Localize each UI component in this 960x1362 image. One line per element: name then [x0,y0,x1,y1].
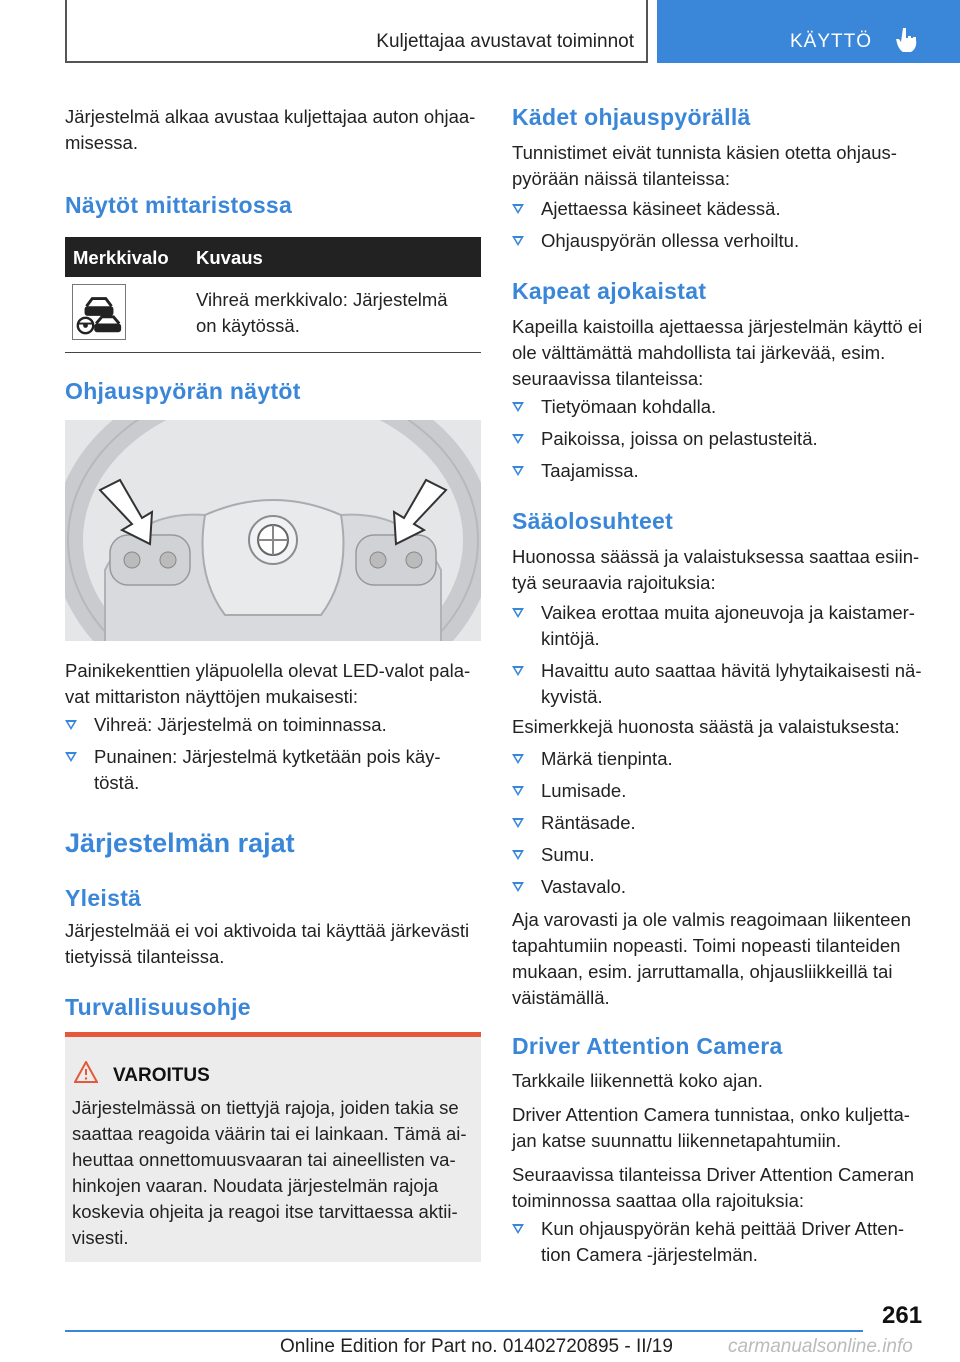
hands-list [512,196,928,254]
list-item: Taajamissa. [512,458,928,484]
table-col-description: Kuvaus [196,247,263,268]
warning-box [65,1032,481,1262]
camera-para-1: Tarkkaile liikennettä koko ajan. [512,1070,763,1091]
intro-line-2: misessa. [65,132,138,153]
weather-list [512,600,928,710]
drive-para-2: tapahtumiin nopeasti. Toimi nopeasti tilanteiden [512,935,901,956]
weather-para-1: Huonossa säässä ja valaistuksessa saattaa esiin- [512,546,920,567]
lanes-para-3: seuraavissa tilanteissa: [512,368,704,389]
table-row-description-2: on käytössä. [196,315,300,336]
wheel-para-2: vat mittariston näyttöjen mukaisesti: [65,686,359,707]
lanes-para-1: Kapeilla kaistoilla ajettaessa järjestelmän käyttö ei [512,316,923,337]
list-item: Havaittu auto saattaa hävitä lyhytaikaisesti nä- kyvistä. [512,658,928,710]
lanes-para-2: ole välttämättä mahdollista tai järkevää, esim. [512,342,886,363]
wheel-para-1: Painikekenttien yläpuolella olevat LED-valot pala- [65,660,471,681]
list-item: Tietyömaan kohdalla. [512,394,928,420]
heading-general: Yleistä [65,885,142,911]
drive-para-4: väistämällä. [512,987,610,1008]
examples-para: Esimerkkejä huonosta säästä ja valaistuksesta: [512,716,900,737]
table-divider [65,352,481,353]
drive-para-3: mukaan, esim. jarruttamalla, ohjausliikkeillä tai [512,961,893,982]
heading-lanes: Kapeat ajokaistat [512,278,707,304]
footer-divider [65,1330,863,1332]
section-tab [657,0,960,63]
heading-displays: Näytöt mittaristossa [65,192,293,218]
wheel-list-2 [65,744,481,796]
list-item: Räntäsade. [512,810,928,836]
heading-weather: Sääolosuhteet [512,508,674,534]
camera-para-2a: Driver Attention Camera tunnistaa, onko kuljetta- [512,1104,910,1125]
list-item: Vastavalo. [512,874,928,900]
camera-para-3b: toiminnossa saattaa olla rajoituksia: [512,1190,805,1211]
examples-list [512,746,928,900]
list-item: Punainen: Järjestelmä kytketään pois käy- töstä. [65,744,481,796]
page-number: 261 [882,1302,923,1329]
list-item: Ohjauspyörän ollessa verhoiltu. [512,228,928,254]
camera-list [512,1216,928,1268]
heading-camera: Driver Attention Camera [512,1033,783,1059]
steering-wheel-image [65,420,481,641]
warning-triangle-icon [74,1061,98,1083]
list-item: Ajettaessa käsineet kädessä. [512,196,928,222]
section-title: KÄYTTÖ [790,31,873,52]
camera-para-3a: Seuraavissa tilanteissa Driver Attention Cameran [512,1164,915,1185]
list-item: Märkä tienpinta. [512,746,928,772]
hands-para-2: pyörään näissä tilanteissa: [512,168,731,189]
pointing-hand-icon [893,26,921,54]
chapter-title: Kuljettajaa avustavat toiminnot [376,31,634,52]
chapter-header [65,0,648,63]
wheel-list [65,712,481,738]
intro-line-1: Järjestelmä alkaa avustaa kuljettajaa auton ohjaa- [65,106,476,127]
table-row-description-1: Vihreä merkkivalo: Järjestelmä [196,289,448,310]
list-item: Paikoissa, joissa on pelastusteitä. [512,426,928,452]
edition-text: Online Edition for Part no. 01402720895 - II/19 [280,1336,673,1357]
hands-para-1: Tunnistimet eivät tunnista käsien otetta ohjaus- [512,142,897,163]
heading-hands: Kädet ohjauspyörällä [512,104,751,130]
warning-text: Järjestelmässä on tiettyjä rajoja, joiden takia se saattaa reagoida väärin tai ei lainkaan. Tämä ai- heuttaa onnettomuusvaaran tai aineellisten va- hinkojen vaaran. Noudata järjestelmän rajoja koskevia ohjeita ja reagoi itse tarvittaessa aktii- visesti. [72,1097,467,1248]
heading-wheel: Ohjauspyörän näytöt [65,378,301,404]
drive-para-1: Aja varovasti ja ole valmis reagoimaan liikenteen [512,909,911,930]
heading-safety: Turvallisuusohje [65,994,251,1020]
list-item: Vihreä: Järjestelmä on toiminnassa. [65,712,481,738]
lane-assist-icon [72,284,126,340]
lanes-list [512,394,928,484]
warning-title: VAROITUS [113,1065,210,1086]
table-header [65,237,481,277]
table-col-indicator: Merkkivalo [73,247,169,268]
general-para-1: Järjestelmää ei voi aktivoida tai käyttää järkevästi [65,920,470,941]
general-para-2: tietyissä tilanteissa. [65,946,225,967]
list-item: Lumisade. [512,778,928,804]
list-item: Kun ohjauspyörän kehä peittää Driver Atten- tion Camera -järjestelmän. [512,1216,928,1268]
weather-para-2: tyä seuraavia rajoituksia: [512,572,716,593]
watermark: carmanualsonline.info [728,1336,913,1357]
list-item: Sumu. [512,842,928,868]
camera-para-2b: jan katse suunnattu liikennetapahtumiin. [512,1130,842,1151]
list-item: Vaikea erottaa muita ajoneuvoja ja kaistamer- kintöjä. [512,600,928,652]
heading-limits: Järjestelmän rajat [65,828,295,858]
